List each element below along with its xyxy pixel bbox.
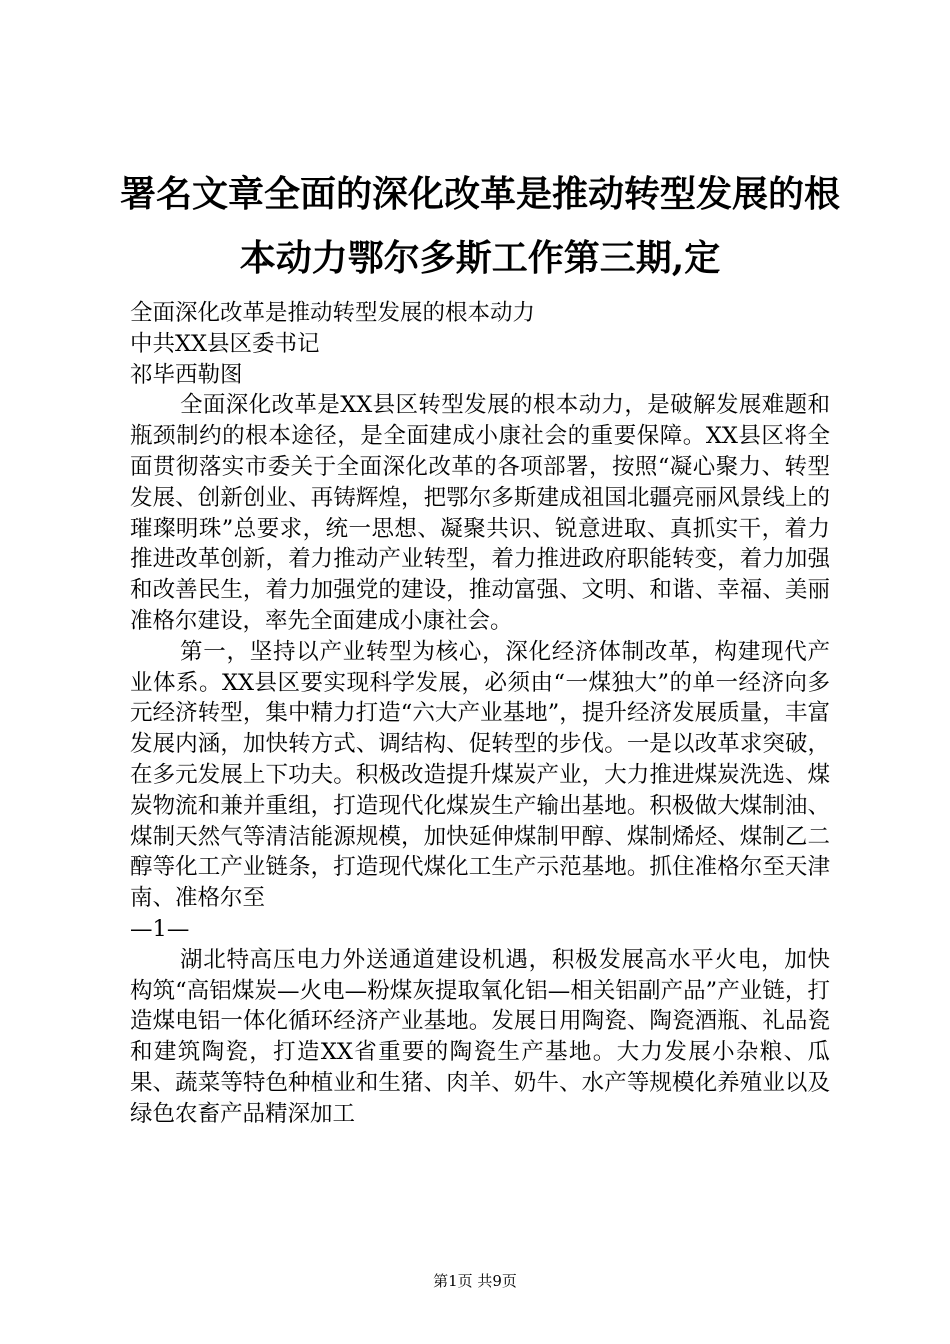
author-organization: 中共XX县区委书记 (130, 330, 320, 357)
article-subtitle: 全面深化改革是推动转型发展的根本动力 (130, 300, 536, 326)
document-title: 署名文章全面的深化改革是推动转型发展的根本动力鄂尔多斯工作第三期,定 (119, 173, 840, 279)
document-body (130, 298, 830, 1130)
paragraph-continuation: 湖北特高压电力外送通道建设机遇，积极发展高水平火电，加快构筑“高铝煤炭—火电—粉煤灰提取氧化铝—相关铝副产品”产业链，打造煤电铝一体化循环经济产业基地。发展日用陶瓷、陶瓷酒瓶、礼品瓷和建筑陶瓷，打造XX省重要的陶瓷生产基地。大力发展小杂粮、瓜果、蔬菜等特色种植业和生猪、肉羊、奶牛、水产等规模化养殖业以及绿色农畜产品精深加工 (130, 946, 830, 1127)
page-number-marker: —1— (130, 915, 190, 942)
paragraph-intro: 全面深化改革是XX县区转型发展的根本动力，是破解发展难题和瓶颈制约的根本途径，是全面建成小康社会的重要保障。XX县区将全面贯彻落实市委关于全面深化改革的各项部署，按照“凝心聚力、转型发展、创新创业、再铸辉煌，把鄂尔多斯建成祖国北疆亮丽风景线上的璀璨明珠”总要求，统一思想、凝聚共识、锐意进取、真抓实干，着力推进改革创新，着力推动产业转型，着力推进政府职能转变，着力加强和改善民生，着力加强党的建设，推动富强、文明、和谐、幸福、美丽准格尔建设，率先全面建成小康社会。 (130, 392, 830, 634)
page-footer: 第1页 共9页 (433, 1272, 517, 1290)
author-name: 祁毕西勒图 (130, 361, 243, 388)
paragraph-first-point: 第一，坚持以产业转型为核心，深化经济体制改革，构建现代产业体系。XX县区要实现科学发展，必须由“一煤独大”的单一经济向多元经济转型，集中精力打造“六大产业基地”，提升经济发展质量，丰富发展内涵，加快转方式、调结构、促转型的步伐。一是以改革求突破，在多元发展上下功夫。积极改造提升煤炭产业，大力推进煤炭洗选、煤炭物流和兼并重组，打造现代化煤炭生产输出基地。积极做大煤制油、煤制天然气等清洁能源规模，加快延伸煤制甲醇、煤制烯烃、煤制乙二醇等化工产业链条，打造现代煤化工生产示范基地。抓住准格尔至天津南、准格尔至 (130, 638, 830, 912)
